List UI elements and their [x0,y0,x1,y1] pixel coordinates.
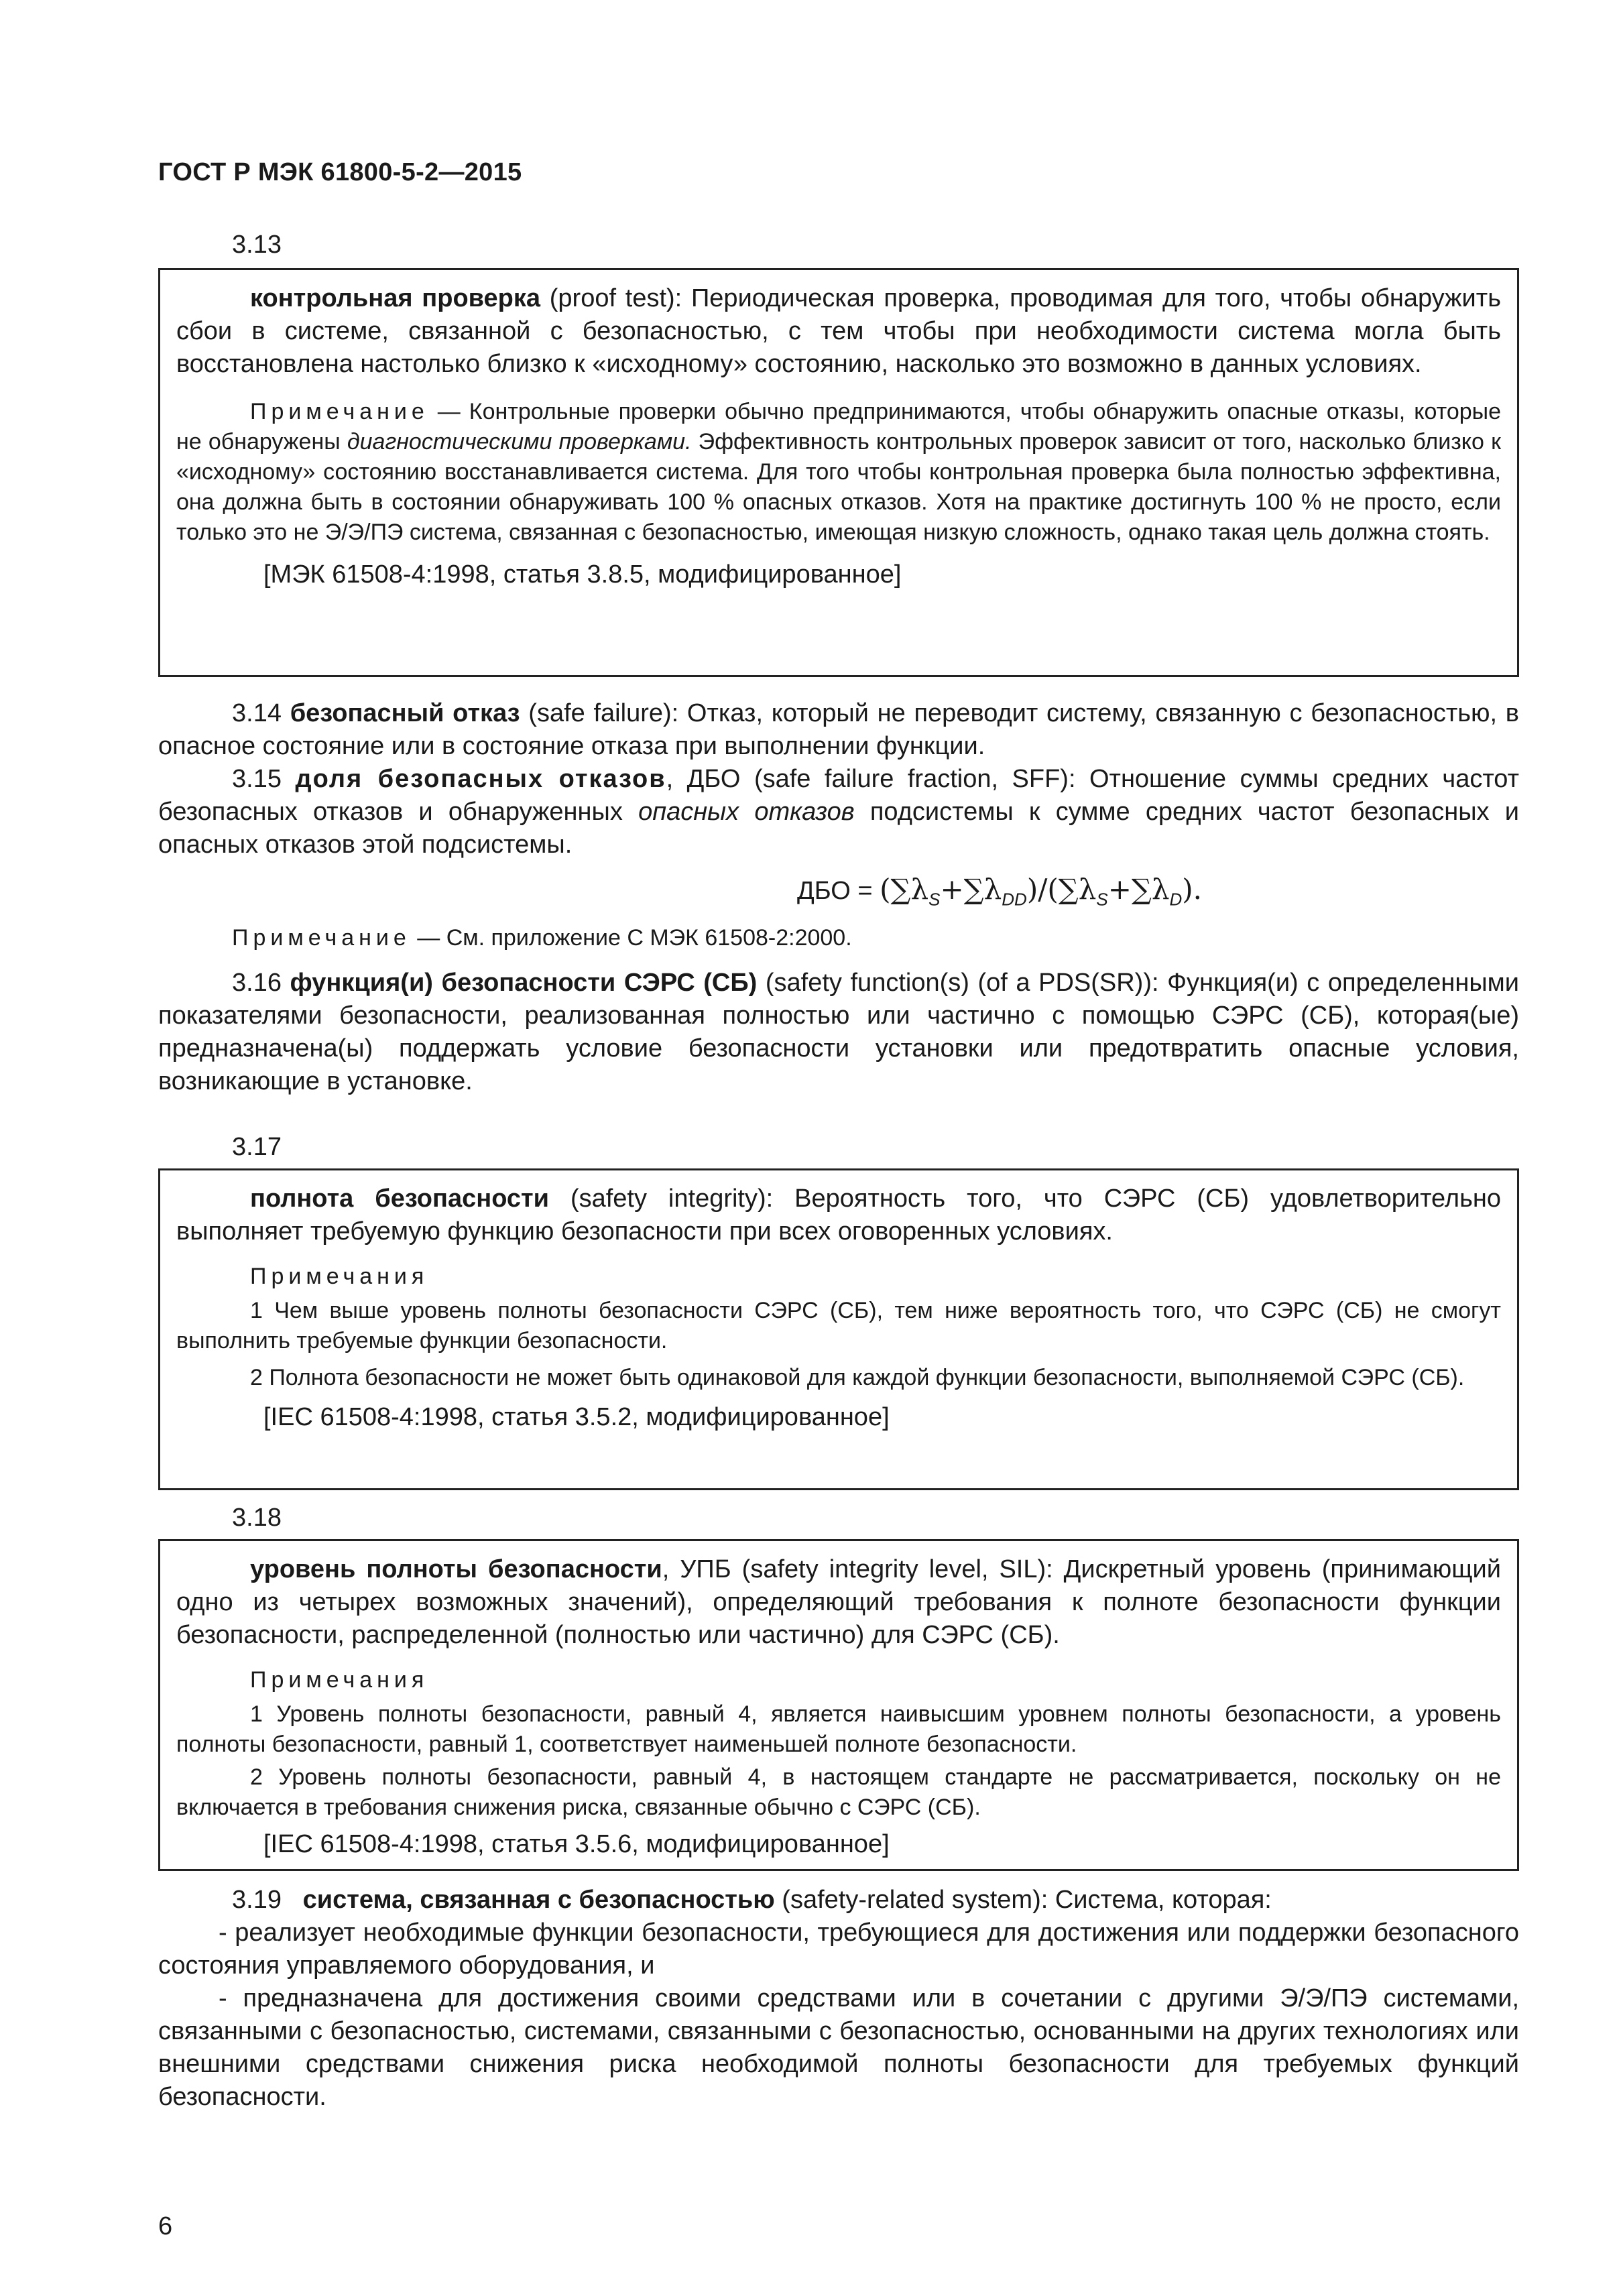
clause-3-16-number: 3.16 [232,969,282,998]
notes-label: Примечания [250,1667,429,1693]
note-text-b: Эффективность контрольных проверок зависит от того, насколько близко к «исходному» состоянию восстанавливается система. Для того чтобы контрольная проверка была полностью эффективна, она должна быть в состоянии обнаруживать 100 % опасных отказов. Хотя на практике достигнуть 100 % не просто, если только это не Э/Э/ПЭ система, связанная с безопасностью, имеющая низкую сложность, однако такая цель должна стоять. [176,429,1501,545]
clause-3-16-text: (safety function(s) (of a PDS(SR)): Функция(и) с определенными показателями безопасности, реализованная полностью или частично с помощью СЭРС (СБ), которая(ые) предназначена(ы) поддержать условие безопасности установки или предотвратить опасные условия, возникающие в установке. [158,969,1519,1096]
clause-3-19-item-2: - предназначена для достижения своими средствами или в сочетании с другими Э/Э/ПЭ системами, связанными с безопасностью, системами, связанными с безопасностью, основанными на других технологиях или внешними средствами снижения риска необходимой полноты безопасности для требуемых функций безопасности. [158,1984,1519,2111]
clause-3-14-text: (safe failure): Отказ, который не переводит систему, связанную с безопасностью, в опасное состояние или в состояние отказа при выполнении функции. [158,699,1519,760]
formula-lhs: ДБО = [796,877,880,905]
clause-3-18-text: , УПБ (safety integrity level, SIL): Дискретный уровень (принимающий одно из четырех возможных значений), определяющий требования к полноте безопасности функции безопасности, распределенной (полностью или частично) для СЭРС (СБ). [176,1555,1501,1649]
note-label: Примечание [232,925,411,951]
note-text: — См. приложение С МЭК 61508-2:2000. [410,925,852,951]
clause-3-13-number: 3.13 [232,231,282,259]
clause-3-19-term: система, связанная с безопасностью [302,1886,775,1914]
page-number: 6 [158,2212,173,2240]
clause-3-17-text: (safety integrity): Вероятность того, что СЭРС (СБ) удовлетворительно выполняет требуемую функцию безопасности при всех оговоренных условиях. [176,1185,1502,1246]
clause-3-13-box [158,268,1519,677]
clause-3-18-notes-label [176,1665,1501,1695]
clause-3-17-note-2: 2 Полнота безопасности не может быть одинаковой для каждой функции безопасности, выполняемой СЭРС (СБ). [250,1365,1465,1390]
clause-3-18-term: уровень полноты безопасности [250,1555,662,1583]
document-page [158,0,1519,2296]
clause-3-13-note [176,397,1501,548]
clause-3-16 [158,967,1519,1098]
clause-3-13-term: контрольная проверка [250,284,541,312]
clause-3-15-note [158,923,1519,953]
note-text-a: — Контрольные проверки обычно предпринимаются, чтобы обнаружить опасные отказы, которые не обнаружены [176,399,1501,455]
clause-3-17-notes-label [176,1262,1501,1292]
clause-3-15 [158,763,1519,861]
clause-3-15-term: доля безопасных отказов [295,765,666,793]
clause-3-18-number: 3.18 [232,1504,282,1532]
note-text-italic: диагностическими проверками. [347,429,692,455]
clause-3-19 [158,1884,1519,2114]
clause-3-17-number: 3.17 [232,1133,282,1161]
note-label: Примечание [250,399,429,424]
clause-3-19-number: 3.19 [232,1886,282,1914]
clause-3-17-definition [176,1183,1501,1248]
clause-3-14 [158,697,1519,763]
clause-3-16-term: функция(и) безопасности СЭРС (СБ) [290,969,758,998]
clause-3-15-number: 3.15 [232,765,282,793]
clause-3-19-text: (safety-related system): Система, которая: [774,1886,1272,1914]
clause-3-18-definition [176,1553,1501,1652]
clause-3-19-item-1: - реализует необходимые функции безопасности, требующиеся для достижения или поддержки безопасного состояния управляемого оборудования, и [158,1919,1519,1980]
clause-3-17-term: полнота безопасности [250,1185,550,1213]
clause-3-18-note-2: 2 Уровень полноты безопасности, равный 4, в настоящем стандарте не рассматривается, поскольку он не включается в требования снижения риска, связанные обычно с СЭРС (СБ). [176,1764,1501,1820]
notes-label: Примечания [250,1264,429,1289]
clause-3-15-text-italic: опасных отказов [638,798,855,826]
clause-3-17-note-1: 1 Чем выше уровень полноты безопасности СЭРС (СБ), тем ниже вероятность того, что СЭРС (СБ) не смогут выполнить требуемые функции безопасности. [176,1298,1501,1353]
clause-3-14-term: безопасный отказ [290,699,520,727]
clause-3-18-note-1: 1 Уровень полноты безопасности, равный 4, является наивысшим уровнем полноты безопасности, а уровень полноты безопасности, равный 1, соответствует наименьшей полноте безопасности. [176,1701,1501,1757]
formula-expression: $(\sum\lambda_S+\sum\lambda_{DD})/(\sum\lambda_S+\sum\lambda_D)$. [880,873,1203,910]
clause-3-17-box [158,1168,1519,1490]
clause-3-14-number: 3.14 [232,699,282,727]
clause-3-18-reference: [IEC 61508-4:1998, статья 3.5.6, модифицированное] [263,1830,890,1858]
sff-formula [158,869,1519,919]
clause-3-13-text: (proof test): Периодическая проверка, проводимая для того, чтобы обнаружить сбои в системе, связанной с безопасностью, с тем чтобы при необходимости система могла быть восстановлена настолько близко к «исходному» состоянию, насколько это возможно в данных условиях. [176,284,1501,378]
clause-3-19-definition [158,1884,1519,1917]
clauses-3-14-3-15 [158,697,1519,1098]
clause-3-13-definition [176,282,1501,381]
clause-3-18-box [158,1539,1519,1871]
clause-3-17-reference: [IEC 61508-4:1998, статья 3.5.2, модифицированное] [263,1403,890,1431]
clause-3-13-reference: [МЭК 61508-4:1998, статья 3.8.5, модифицированное] [263,560,902,589]
document-header: ГОСТ Р МЭК 61800-5-2—2015 [158,158,522,186]
clause-3-15-text-b: подсистемы к сумме средних частот безопасных и опасных отказов этой подсистемы. [158,798,1519,859]
clause-3-15-text-a: , ДБО (safe failure fraction, SFF): Отношение суммы средних частот безопасных отказов и обнаруженных [158,765,1520,826]
